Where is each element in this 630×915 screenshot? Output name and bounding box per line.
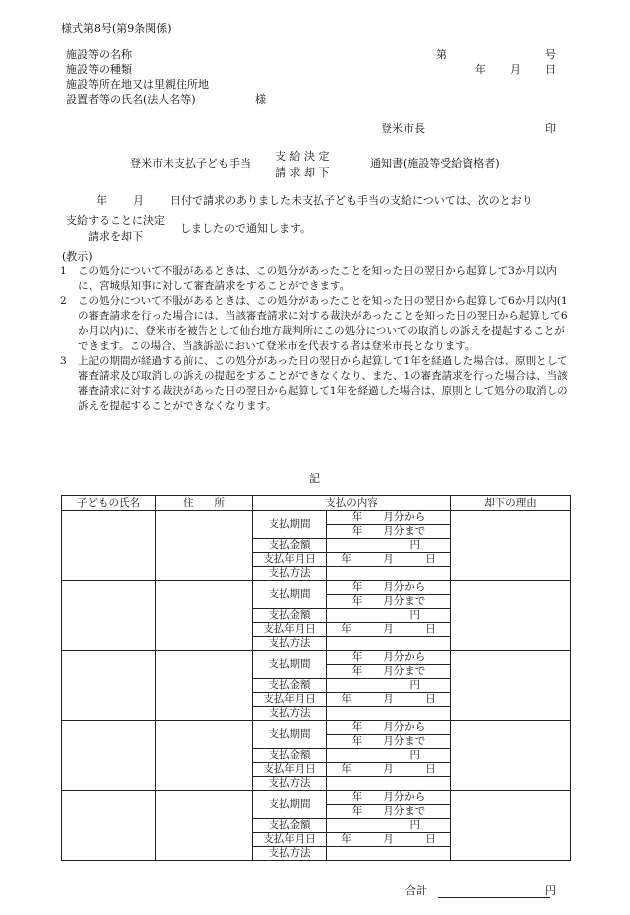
header-child-name: 子どもの氏名 xyxy=(62,496,156,511)
ki-mark: 記 xyxy=(309,472,320,485)
amount-unit: 円 xyxy=(327,819,451,833)
date-label: 支払年月日 xyxy=(253,763,327,777)
date-label: 支払年月日 xyxy=(253,693,327,707)
founder-name-label: 設置者等の氏名(法人名等) xyxy=(66,93,196,106)
period-to: 年 月分まで xyxy=(327,805,451,819)
date-label: 支払年月日 xyxy=(253,623,327,637)
period-from: 年 月分から xyxy=(327,651,451,665)
amount-unit: 円 xyxy=(327,679,451,693)
facility-address-label: 施設等所在地又は里親住所地 xyxy=(66,78,209,91)
total-amount-field[interactable] xyxy=(440,883,538,897)
method-cell[interactable] xyxy=(327,777,451,791)
amount-label: 支払金額 xyxy=(253,539,327,553)
notice-item xyxy=(60,294,572,354)
total-underline xyxy=(438,897,550,898)
mayor-label: 登米市長 xyxy=(381,122,425,135)
method-cell[interactable] xyxy=(327,847,451,861)
period-from: 年 月分から xyxy=(327,511,451,525)
date-ymd: 年 月 日 xyxy=(327,833,451,847)
method-label: 支払方法 xyxy=(253,707,327,721)
notice-heading: (教示) xyxy=(62,250,93,263)
table-row xyxy=(62,791,571,805)
header-address: 住 所 xyxy=(156,496,253,511)
title-option-approve: 支 給 決 定 xyxy=(275,150,330,163)
title-left: 登米市未支払子ども手当 xyxy=(130,157,251,170)
address-cell[interactable] xyxy=(156,721,253,791)
date-ymd: 年 月 日 xyxy=(327,763,451,777)
reject-reason-cell[interactable] xyxy=(451,791,571,861)
period-to: 年 月分まで xyxy=(327,665,451,679)
payment-table xyxy=(61,495,571,861)
seal-mark: 印 xyxy=(545,122,556,135)
amount-unit: 円 xyxy=(327,539,451,553)
period-to: 年 月分まで xyxy=(327,735,451,749)
body-month: 月 xyxy=(133,194,144,207)
period-label: 支払期間 xyxy=(253,511,327,539)
child-name-cell[interactable] xyxy=(62,651,156,721)
period-from: 年 月分から xyxy=(327,791,451,805)
title-option-reject: 請 求 却 下 xyxy=(275,166,330,179)
number-suffix: 号 xyxy=(545,48,556,61)
body-text-1: 日付で請求のありました未支払子ども手当の支給については、次のとおり xyxy=(170,194,533,207)
table-row xyxy=(62,581,571,595)
notice-item-text: 上記の期間が経過する前に、この処分があった日の翌日から起算して1年を経過した場合は、原則として審査請求及び取消しの訴えの提起をすることができなくなり、また、1の審査請求を行った場合は、当該審査請求に対する裁決があった日の翌日から起算して1年を経過した場合は、原則として処分の取消しの訴えを提起することができなくなります。 xyxy=(78,355,568,412)
notice-item xyxy=(60,354,572,414)
method-cell[interactable] xyxy=(327,707,451,721)
notice-item-number: 1 xyxy=(60,265,67,277)
reject-reason-cell[interactable] xyxy=(451,581,571,651)
table-row xyxy=(62,511,571,525)
date-ymd: 年 月 日 xyxy=(327,693,451,707)
notice-item-number: 2 xyxy=(60,295,67,307)
date-day: 日 xyxy=(545,63,556,76)
method-label: 支払方法 xyxy=(253,847,327,861)
form-id: 様式第8号(第9条関係) xyxy=(61,22,172,35)
notice-item-text: この処分について不服があるときは、この処分があったことを知った日の翌日から起算して6か月以内(1の審査請求を行った場合には、当該審査請求に対する裁決があったことを知った日の翌日から起算して6か月以内)に、登米市を被告として仙台地方裁判所にこの処分についての取消しの訴えを提起することができます。この場合、当該訴訟において登米市を代表する者は登米市長となります。 xyxy=(78,295,568,352)
method-cell[interactable] xyxy=(327,567,451,581)
period-to: 年 月分まで xyxy=(327,595,451,609)
method-label: 支払方法 xyxy=(253,777,327,791)
period-label: 支払期間 xyxy=(253,581,327,609)
child-name-cell[interactable] xyxy=(62,791,156,861)
total-label: 合計 xyxy=(405,884,427,897)
amount-label: 支払金額 xyxy=(253,679,327,693)
amount-label: 支払金額 xyxy=(253,609,327,623)
date-label: 支払年月日 xyxy=(253,553,327,567)
facility-type-label: 施設等の種類 xyxy=(66,63,132,76)
header-payment-content: 支払の内容 xyxy=(253,496,451,511)
notice-item-number: 3 xyxy=(60,355,67,367)
method-label: 支払方法 xyxy=(253,637,327,651)
period-from: 年 月分から xyxy=(327,721,451,735)
total-unit: 円 xyxy=(545,884,556,897)
period-label: 支払期間 xyxy=(253,721,327,749)
table-row xyxy=(62,721,571,735)
child-name-cell[interactable] xyxy=(62,511,156,581)
reject-reason-cell[interactable] xyxy=(451,721,571,791)
title-right: 通知書(施設等受給資格者) xyxy=(370,157,500,170)
notice-item xyxy=(60,264,572,294)
period-label: 支払期間 xyxy=(253,791,327,819)
method-cell[interactable] xyxy=(327,637,451,651)
date-label: 支払年月日 xyxy=(253,833,327,847)
reject-reason-cell[interactable] xyxy=(451,511,571,581)
amount-unit: 円 xyxy=(327,609,451,623)
notice-item-text: この処分について不服があるときは、この処分があったことを知った日の翌日から起算して3か月以内に、宮城県知事に対して審査請求をすることができます。 xyxy=(78,265,557,292)
body-option-approve: 支給することに決定 xyxy=(66,214,165,227)
child-name-cell[interactable] xyxy=(62,721,156,791)
honorific: 様 xyxy=(255,93,266,106)
amount-unit: 円 xyxy=(327,749,451,763)
method-label: 支払方法 xyxy=(253,567,327,581)
address-cell[interactable] xyxy=(156,581,253,651)
number-prefix: 第 xyxy=(436,48,447,61)
period-label: 支払期間 xyxy=(253,651,327,679)
date-ymd: 年 月 日 xyxy=(327,553,451,567)
date-year: 年 xyxy=(475,63,486,76)
date-ymd: 年 月 日 xyxy=(327,623,451,637)
period-from: 年 月分から xyxy=(327,581,451,595)
body-year: 年 xyxy=(96,194,107,207)
period-to: 年 月分まで xyxy=(327,525,451,539)
amount-label: 支払金額 xyxy=(253,819,327,833)
body-option-reject: 請求を却下 xyxy=(88,230,143,243)
child-name-cell[interactable] xyxy=(62,581,156,651)
address-cell[interactable] xyxy=(156,511,253,581)
reject-reason-cell[interactable] xyxy=(451,651,571,721)
table-row xyxy=(62,651,571,665)
header-reject-reason: 却下の理由 xyxy=(451,496,571,511)
table-header-row xyxy=(62,496,571,511)
body-text-2: しましたので通知します。 xyxy=(180,222,312,235)
notice-list xyxy=(60,264,572,414)
address-cell[interactable] xyxy=(156,791,253,861)
amount-label: 支払金額 xyxy=(253,749,327,763)
address-cell[interactable] xyxy=(156,651,253,721)
facility-name-label: 施設等の名称 xyxy=(66,48,132,61)
date-month: 月 xyxy=(510,63,521,76)
